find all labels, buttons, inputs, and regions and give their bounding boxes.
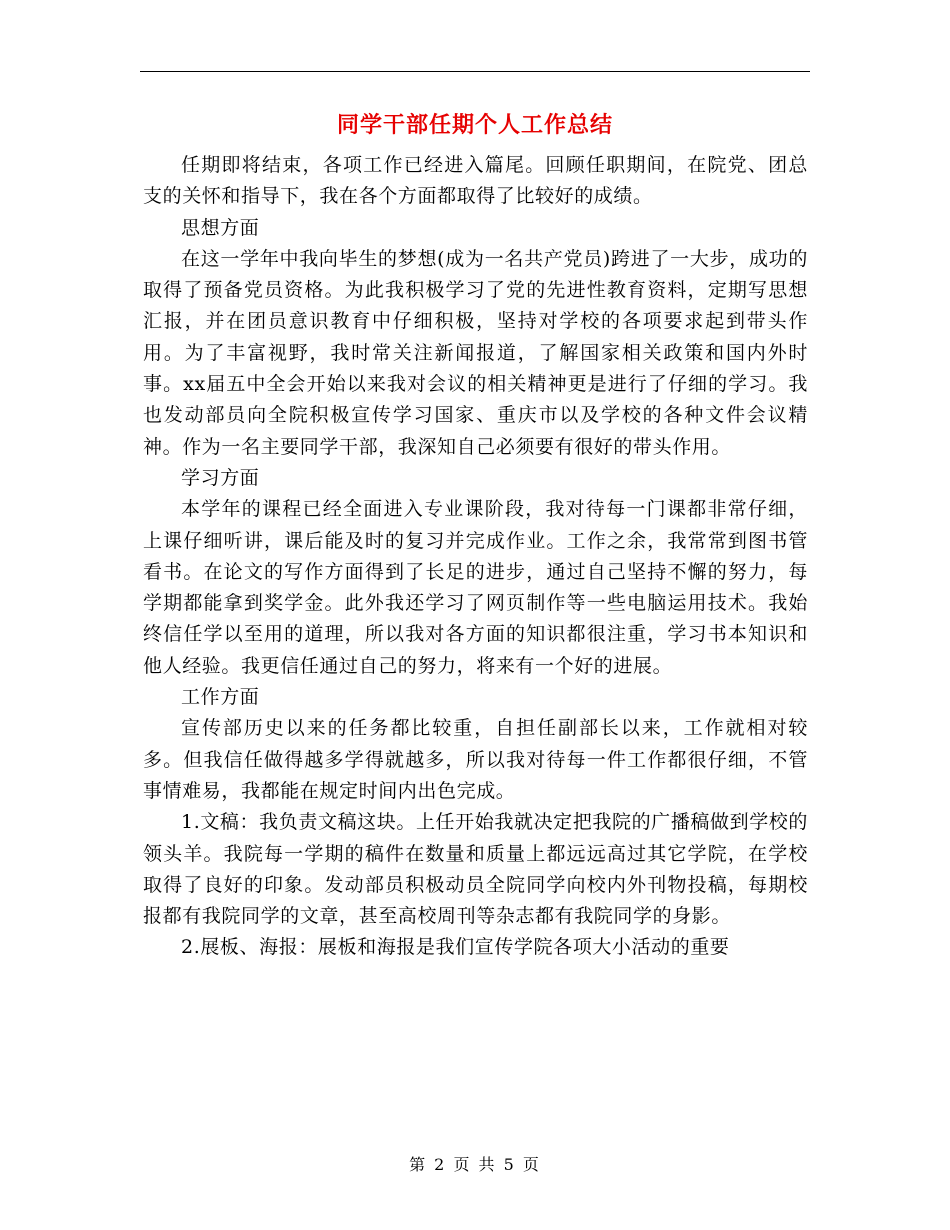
work-item-drafts: 1.文稿：我负责文稿这块。上任开始我就决定把我院的广播稿做到学校的领头羊。我院每一学期的稿件在数量和质量上都远远高过其它学院，在学校取得了良好的印象。发动部员积极动员全院同学向校内外刊物投稿，每期校报都有我院同学的文章，甚至高校周刊等杂志都有我院同学的身影。 — [143, 811, 808, 928]
thought-paragraph: 在这一学年中我向毕生的梦想(成为一名共产党员)跨进了一大步，成功的取得了预备党员资格。为此我积极学习了党的先进性教育资料，定期写思想汇报，并在团员意识教育中仔细积极，坚持对学校的各项要求起到带头作用。为了丰富视野，我时常关注新闻报道，了解国家相关政策和国内外时事。xx届五中全会开始以来我对会议的相关精神更是进行了仔细的学习。我也发动部员向全院积极宣传学习国家、重庆市以及学校的各种文件会议精神。作为一名主要同学干部，我深知自己必须要有很好的带头作用。 — [143, 247, 808, 458]
intro-paragraph: 任期即将结束，各项工作已经进入篇尾。回顾任职期间，在院党、团总支的关怀和指导下，我在各个方面都取得了比较好的成绩。 — [143, 154, 808, 208]
page-title: 同学干部任期个人工作总结 — [336, 112, 613, 138]
document-body — [143, 150, 808, 964]
work-paragraph: 宣传部历史以来的任务都比较重，自担任副部长以来，工作就相对较多。但我信任做得越多学得就越多，所以我对待每一件工作都很仔细，不管事情难易，我都能在规定时间内出色完成。 — [143, 717, 808, 802]
section-heading-thought: 思想方面 — [181, 216, 260, 239]
work-item-boards: 2.展板、海报：展板和海报是我们宣传学院各项大小活动的重要 — [181, 936, 730, 959]
page-footer: 第 2 页 共 5 页 — [409, 1155, 541, 1174]
study-paragraph: 本学年的课程已经全面进入专业课阶段，我对待每一门课都非常仔细，上课仔细听讲，课后能及时的复习并完成作业。工作之余，我常常到图书管看书。在论文的写作方面得到了长足的进步，通过自己坚持不懈的努力，每学期都能拿到奖学金。此外我还学习了网页制作等一些电脑运用技术。我始终信任学以至用的道理，所以我对各方面的知识都很注重，学习书本知识和他人经验。我更信任通过自己的努力，将来有一个好的进展。 — [143, 498, 808, 677]
header-rule — [140, 71, 810, 72]
section-heading-study: 学习方面 — [181, 466, 260, 489]
section-heading-work: 工作方面 — [181, 686, 260, 709]
